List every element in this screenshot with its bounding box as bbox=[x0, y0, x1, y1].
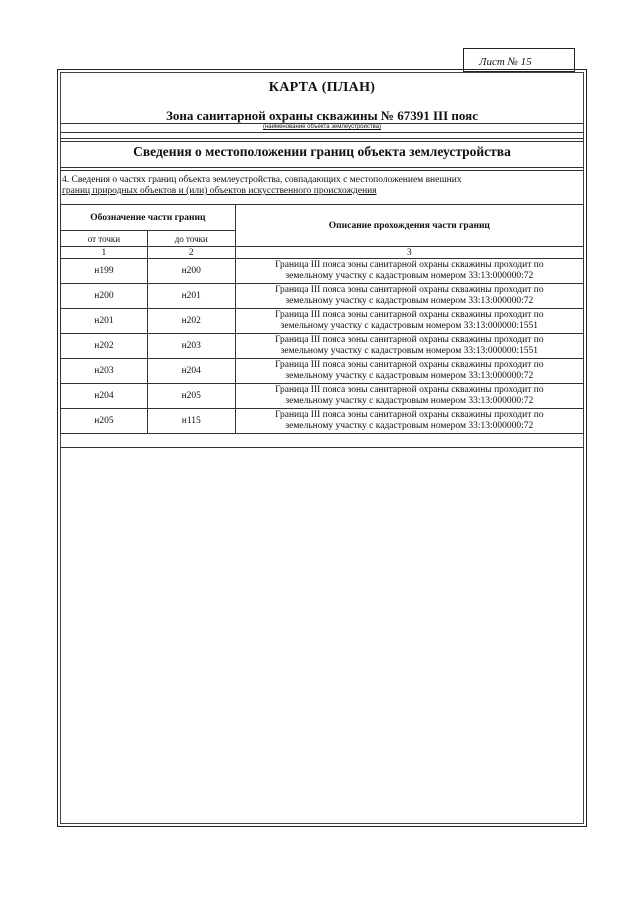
col-desc-header: Описание прохождения части границ bbox=[235, 205, 583, 247]
table-row bbox=[61, 259, 584, 284]
table-bottom-divider bbox=[60, 447, 584, 448]
to-point: н201 bbox=[147, 284, 235, 309]
col-group-header: Обозначение части границ bbox=[61, 205, 236, 231]
table-row bbox=[61, 309, 584, 334]
description: Граница III пояса зоны санитарной охраны скважины проходит по земельному участку с кадастровым номером 33:13:000000:1551 bbox=[235, 309, 583, 334]
from-point: н201 bbox=[61, 309, 148, 334]
intro-line: границ природных объектов и (или) объектов искусственного происхождения bbox=[62, 186, 377, 196]
sheet-number: Лист № 15 bbox=[479, 56, 532, 68]
table-row bbox=[61, 409, 584, 434]
table-row bbox=[61, 359, 584, 384]
from-point: н205 bbox=[61, 409, 148, 434]
table-row bbox=[61, 284, 584, 309]
description: Граница III пояса зоны санитарной охраны скважины проходит по земельному участку с кадастровым номером 33:13:000000:72 bbox=[235, 259, 583, 284]
from-point: н200 bbox=[61, 284, 148, 309]
divider bbox=[60, 141, 584, 142]
divider bbox=[60, 138, 584, 139]
to-point: н115 bbox=[147, 409, 235, 434]
to-point: н205 bbox=[147, 384, 235, 409]
to-point: н204 bbox=[147, 359, 235, 384]
intro-line: 4. Сведения о частях границ объекта землеустройства, совпадающих с местоположением внешних bbox=[62, 175, 462, 185]
from-point: н199 bbox=[61, 259, 148, 284]
document-title: КАРТА (ПЛАН) bbox=[268, 80, 376, 95]
section-title: Сведения о местоположении границ объекта землеустройства bbox=[133, 144, 511, 159]
object-caption: (наименование объекта землеустройства) bbox=[262, 124, 382, 130]
divider bbox=[60, 167, 584, 168]
col-number: 1 bbox=[61, 247, 148, 259]
from-point: н204 bbox=[61, 384, 148, 409]
to-point: н200 bbox=[147, 259, 235, 284]
to-point: н202 bbox=[147, 309, 235, 334]
document-subtitle: Зона санитарной охраны скважины № 67391 III пояс bbox=[166, 108, 478, 123]
description: Граница III пояса зоны санитарной охраны скважины проходит по земельному участку с кадастровым номером 33:13:000000:72 bbox=[235, 359, 583, 384]
col-number: 2 bbox=[147, 247, 235, 259]
to-point: н203 bbox=[147, 334, 235, 359]
from-point: н202 bbox=[61, 334, 148, 359]
col-number: 3 bbox=[235, 247, 583, 259]
col-from-header: от точки bbox=[61, 231, 148, 247]
section-intro bbox=[62, 175, 562, 197]
boundary-table bbox=[60, 204, 584, 434]
col-to-header: до точки bbox=[147, 231, 235, 247]
description: Граница III пояса зоны санитарной охраны скважины проходит по земельному участку с кадастровым номером 33:13:000000:1551 bbox=[235, 334, 583, 359]
divider bbox=[60, 170, 584, 171]
description: Граница III пояса зоны санитарной охраны скважины проходит по земельному участку с кадастровым номером 33:13:000000:72 bbox=[235, 409, 583, 434]
table-row bbox=[61, 334, 584, 359]
description: Граница III пояса зоны санитарной охраны скважины проходит по земельному участку с кадастровым номером 33:13:000000:72 bbox=[235, 284, 583, 309]
from-point: н203 bbox=[61, 359, 148, 384]
description: Граница III пояса зоны санитарной охраны скважины проходит по земельному участку с кадастровым номером 33:13:000000:72 bbox=[235, 384, 583, 409]
table-row bbox=[61, 384, 584, 409]
